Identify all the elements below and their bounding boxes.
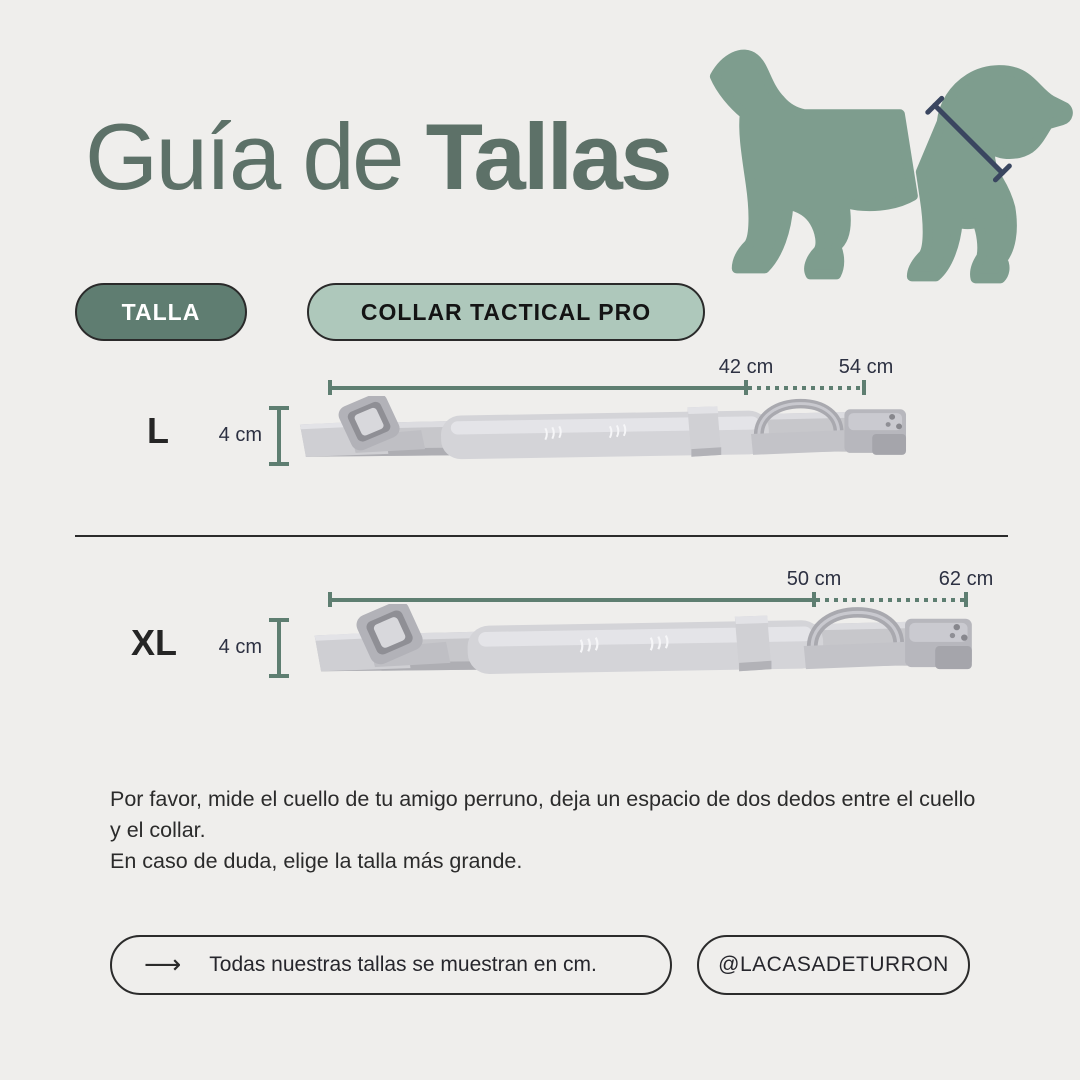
- dog-silhouette-icon: [693, 34, 1077, 286]
- units-note-text: Todas nuestras tallas se muestran en cm.: [209, 953, 597, 976]
- height-bracket-xl: [269, 674, 289, 678]
- length-measure-line-l: [330, 386, 746, 390]
- instructions-line-3: En caso de duda, elige la talla más grande.: [110, 849, 523, 873]
- measuring-instructions: [110, 784, 975, 877]
- min-length-l: 42 cm: [718, 356, 774, 378]
- max-length-xl: 62 cm: [938, 568, 994, 590]
- collar-photo-xl: [306, 604, 974, 686]
- dog-icon: [693, 34, 1077, 286]
- collar-photo-l: [292, 396, 908, 470]
- product-label: COLLAR TACTICAL PRO: [360, 298, 652, 325]
- social-handle-pill: [697, 935, 970, 995]
- size-column-badge: [75, 283, 247, 341]
- length-measure-line-xl: [330, 598, 814, 602]
- height-bracket-xl: [277, 620, 281, 676]
- size-label-xl: XL: [131, 622, 178, 663]
- size-label-l: L: [147, 410, 169, 451]
- measure-tick: [862, 380, 866, 395]
- collar-image: [306, 604, 974, 686]
- max-length-l: 54 cm: [838, 356, 894, 378]
- length-measure-dotted-l: [748, 386, 864, 390]
- height-value-xl: 4 cm: [218, 636, 262, 658]
- page-title: [85, 104, 671, 209]
- size-column-label: TALLA: [121, 298, 201, 325]
- title-bold: Tallas: [425, 104, 671, 209]
- min-length-xl: 50 cm: [786, 568, 842, 590]
- height-bracket-l: [277, 408, 281, 464]
- row-divider: [75, 535, 1008, 537]
- height-bracket-l: [269, 462, 289, 466]
- title-regular: Guía de: [85, 104, 426, 209]
- social-handle-text: @LACASADETURRON: [718, 953, 949, 976]
- height-value-l: 4 cm: [218, 424, 262, 446]
- collar-image: [292, 396, 908, 470]
- instructions-line-1: Por favor, mide el cuello de tu amigo perruno, deja un espacio de dos dedos entre el cuello: [110, 787, 976, 811]
- instructions-line-2: y el collar.: [110, 818, 206, 842]
- right-arrow-icon: ⟶: [144, 950, 182, 980]
- product-badge: [307, 283, 705, 341]
- units-note-pill: [110, 935, 672, 995]
- length-measure-dotted-xl: [816, 598, 966, 602]
